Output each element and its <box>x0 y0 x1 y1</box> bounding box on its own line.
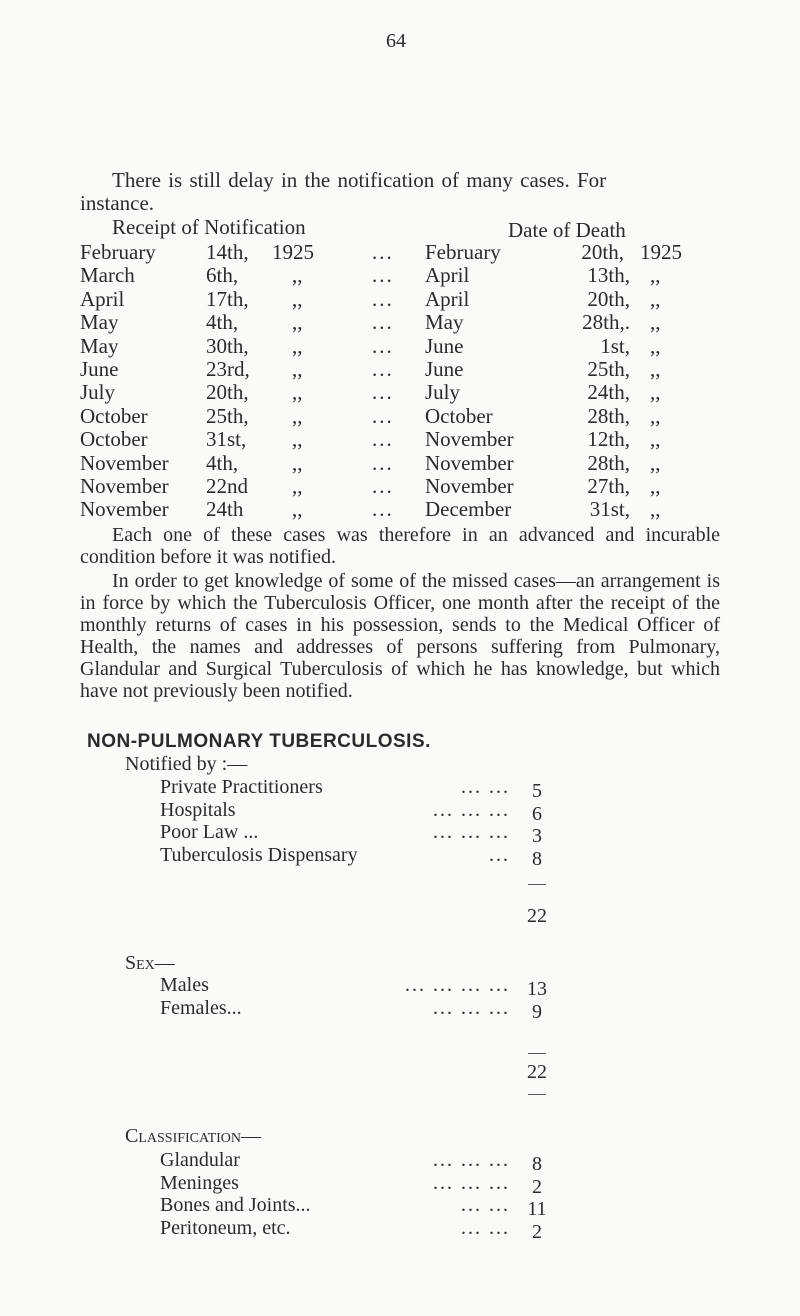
receipt-day: 25th, <box>206 404 249 428</box>
death-year: ,, <box>650 334 661 358</box>
receipt-year: ,, <box>292 380 303 404</box>
death-day: 20th, <box>581 240 624 264</box>
list-dots: ... ... ... ... <box>405 974 510 996</box>
list-value: 3 <box>532 825 542 847</box>
receipt-year: 1925 <box>272 240 314 264</box>
receipt-day: 24th <box>206 497 244 521</box>
list-dots: ... ... <box>461 776 510 798</box>
list-dots: ... ... ... <box>433 997 510 1019</box>
death-day: 28th, <box>587 404 630 428</box>
row-dots: ... <box>372 427 394 451</box>
death-month: April <box>425 287 470 311</box>
receipt-month: July <box>80 380 116 404</box>
row-dots: ... <box>372 310 394 334</box>
death-year: 1925 <box>640 240 682 264</box>
list-dots: ... <box>489 844 510 866</box>
death-month: May <box>425 310 464 334</box>
death-day: 24th, <box>587 380 630 404</box>
death-month: June <box>425 334 464 358</box>
list-dots: ... ... ... <box>433 1172 510 1194</box>
receipt-month: November <box>80 497 169 521</box>
row-dots: ... <box>372 240 394 264</box>
paragraph-missed-cases: In order to get knowledge of some of the missed cases—an arrangement is in force by which the Tuberculosis Officer, one month after the receipt of the monthly returns of cases in his possession, sends to the Medical Officer of Health, the names and addresses of persons suffering from Pulmonary, Glandular and Surgical Tuberculosis of which he has knowledge, but which have not previously been notified. <box>80 570 720 702</box>
death-month: December <box>425 497 512 521</box>
death-year: ,, <box>650 263 661 287</box>
death-month: November <box>425 427 514 451</box>
list-value: 2 <box>532 1176 542 1198</box>
section-heading: NON-PULMONARY TUBERCULOSIS. <box>87 731 431 752</box>
row-dots: ... <box>372 474 394 498</box>
list-value: 13 <box>527 978 547 1000</box>
receipt-year: ,, <box>292 404 303 428</box>
death-month: November <box>425 451 514 475</box>
receipt-year: ,, <box>292 427 303 451</box>
receipt-month: April <box>80 287 125 311</box>
row-dots: ... <box>372 497 394 521</box>
death-year: ,, <box>650 380 661 404</box>
list-value: 11 <box>527 1198 547 1220</box>
death-month: February <box>425 240 501 264</box>
receipt-month: March <box>80 263 135 287</box>
receipt-year: ,, <box>292 310 303 334</box>
receipt-day: 4th, <box>206 451 239 475</box>
receipt-month: May <box>80 334 119 358</box>
list-label: Tuberculosis Dispensary <box>160 844 358 866</box>
row-dots: ... <box>372 380 394 404</box>
list-value: 8 <box>532 848 542 870</box>
table-header-death: Date of Death <box>508 218 626 242</box>
total-rule <box>528 1053 546 1054</box>
death-month: April <box>425 263 470 287</box>
intro-line-2: instance. <box>80 191 155 215</box>
death-month: November <box>425 474 514 498</box>
death-day: 31st, <box>589 497 630 521</box>
list-dots: ... ... ... <box>433 821 510 843</box>
list-label: Males <box>160 974 209 996</box>
receipt-day: 14th, <box>206 240 249 264</box>
receipt-day: 20th, <box>206 380 249 404</box>
death-year: ,, <box>650 310 661 334</box>
receipt-month: October <box>80 427 148 451</box>
list-label: Glandular <box>160 1149 240 1171</box>
death-day: 27th, <box>587 474 630 498</box>
list-label: Meninges <box>160 1172 239 1194</box>
death-month: June <box>425 357 464 381</box>
death-day: 12th, <box>587 427 630 451</box>
death-year: ,, <box>650 357 661 381</box>
receipt-day: 31st, <box>206 427 247 451</box>
receipt-day: 6th, <box>206 263 239 287</box>
receipt-year: ,, <box>292 287 303 311</box>
list-value: 6 <box>532 803 542 825</box>
death-year: ,, <box>650 287 661 311</box>
death-year: ,, <box>650 404 661 428</box>
death-day: 25th, <box>587 357 630 381</box>
list-value: 5 <box>532 780 542 802</box>
row-dots: ... <box>372 263 394 287</box>
death-day: 13th, <box>587 263 630 287</box>
paragraph-advanced-cases: Each one of these cases was therefore in an advanced and incurable condition before it was notified. <box>80 524 720 568</box>
total-rule <box>528 884 546 885</box>
receipt-month: May <box>80 310 119 334</box>
receipt-year: ,, <box>292 357 303 381</box>
list-label: Poor Law ... <box>160 821 259 843</box>
receipt-month: October <box>80 404 148 428</box>
receipt-month: June <box>80 357 119 381</box>
death-day: 1st, <box>600 334 630 358</box>
death-day: 28th, <box>587 451 630 475</box>
death-month: October <box>425 404 493 428</box>
death-year: ,, <box>650 427 661 451</box>
list-label: Hospitals <box>160 799 236 821</box>
row-dots: ... <box>372 404 394 428</box>
receipt-year: ,, <box>292 497 303 521</box>
receipt-month: November <box>80 451 169 475</box>
sex-label: Sex— <box>125 952 175 974</box>
receipt-year: ,, <box>292 451 303 475</box>
death-day: 28th,. <box>582 310 630 334</box>
list-dots: ... ... ... <box>433 799 510 821</box>
classification-label: Classification— <box>125 1125 262 1147</box>
receipt-month: November <box>80 474 169 498</box>
receipt-year: ,, <box>292 474 303 498</box>
list-label: Private Practitioners <box>160 776 323 798</box>
row-dots: ... <box>372 451 394 475</box>
death-year: ,, <box>650 474 661 498</box>
list-value: 8 <box>532 1153 542 1175</box>
receipt-day: 23rd, <box>206 357 250 381</box>
list-value: 9 <box>532 1001 542 1023</box>
receipt-month: February <box>80 240 156 264</box>
receipt-year: ,, <box>292 263 303 287</box>
receipt-day: 30th, <box>206 334 249 358</box>
list-dots: ... ... <box>461 1217 510 1239</box>
row-dots: ... <box>372 334 394 358</box>
list-dots: ... ... <box>461 1194 510 1216</box>
list-label: Bones and Joints... <box>160 1194 311 1216</box>
table-header-receipt: Receipt of Notification <box>112 215 306 239</box>
notified-by-label: Notified by :— <box>125 753 248 775</box>
death-month: July <box>425 380 461 404</box>
death-day: 20th, <box>587 287 630 311</box>
list-dots: ... ... ... <box>433 1149 510 1171</box>
list-value: 2 <box>532 1221 542 1243</box>
list-label: Females... <box>160 997 242 1019</box>
row-dots: ... <box>372 357 394 381</box>
list-label: Peritoneum, etc. <box>160 1217 291 1239</box>
receipt-year: ,, <box>292 334 303 358</box>
total-rule <box>528 1094 546 1095</box>
receipt-day: 4th, <box>206 310 239 334</box>
death-year: ,, <box>650 497 661 521</box>
page-number: 64 <box>386 30 406 52</box>
row-dots: ... <box>372 287 394 311</box>
death-year: ,, <box>650 451 661 475</box>
receipt-day: 17th, <box>206 287 249 311</box>
intro-line-1: There is still delay in the notification of many cases. For <box>112 168 607 192</box>
sex-total: 22 <box>527 1061 547 1083</box>
receipt-day: 22nd <box>206 474 248 498</box>
notified-total: 22 <box>527 905 547 927</box>
